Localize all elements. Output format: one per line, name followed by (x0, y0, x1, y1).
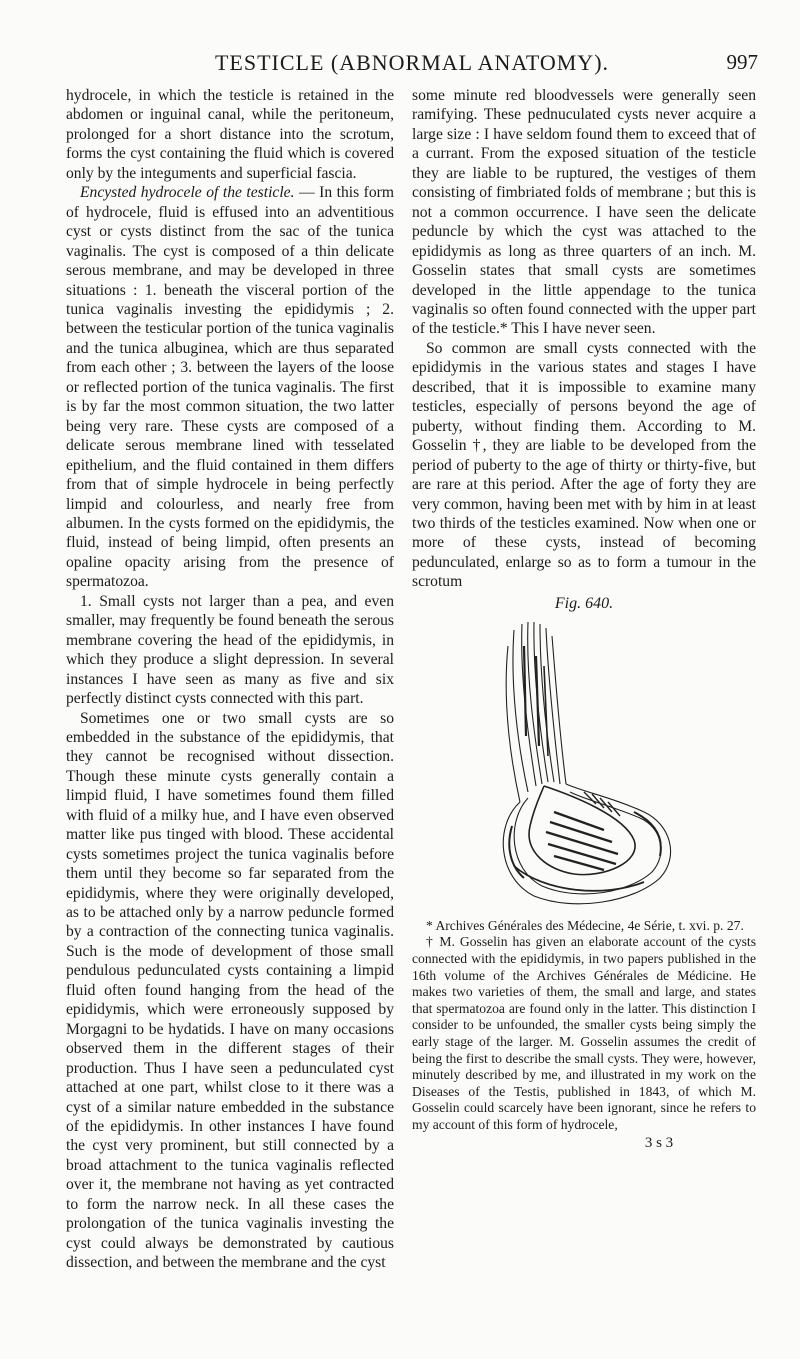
paragraph-encysted-hydrocele (66, 183, 394, 592)
section-heading: Encysted hydrocele of the testicle. (80, 184, 295, 202)
running-head: TESTICLE (ABNORMAL ANATOMY). (214, 50, 610, 75)
paragraph-text: — In this form of hydrocele, fluid is effused into an adventitious cyst or cysts distinct from the sac of the tunica vaginalis. The cyst is composed of a thin delicate serous membrane, and may be developed in three situations : 1. beneath the visceral portion of the tunica vaginalis investing the epididymis ; 2. between the testicular portion of the tunica vaginalis and the tunica albuginea, which are thus separated from each other ; 3. between the layers of the loose or reflected portion of the tunica vaginalis. The first is by far the most common situation, the two latter being very rare. These cysts are composed of a delicate serous membrane lined with tesselated epithelium, and the fluid contained in them differs from that of simple hydrocele in being perfectly limpid and colourless, and nearly free from albumen. In the cysts formed on the epididymis, the fluid, instead of being limpid, often presents an opaline opacity arising from the presence of spermatozoa. (66, 184, 394, 591)
footnote: † M. Gosselin has given an elaborate account of the cysts connected with the epididymis, in two papers published in the 16th volume of the Archives Générales de Médicine. He makes two varieties of them, the small and large, and states that spermatozoa are found only in the latter. This distinction I consider to be unfounded, the smaller cysts being simply the early stage of the larger. M. Gosselin assumes the credit of being the first to describe the small cysts. They were, however, minutely described by me, and illustrated in my work on the Diseases of the Testis, published in 1843, of which M. Gosselin could scarcely have been ignorant, since he refers to my account of this form of hydrocele, (412, 934, 756, 1132)
page-number: 997 (726, 50, 758, 74)
figure-caption: Fig. 640. (554, 594, 614, 612)
footnote: * Archives Générales des Médecine, 4e Série, t. xvi. p. 27. (426, 917, 744, 933)
paragraph: some minute red bloodvessels were generally seen ramifying. These pednuculated cysts never acquire a large size : I have seldom found them to exceed that of a currant. From the exposed situation of the testicle they are liable to be ruptured, the vestiges of them consisting of fimbriated folds of membrane ; but this is not a common occurrence. I have seen the delicate peduncle by which the cyst was attached to the epididymis as long as three quarters of an inch. M. Gosselin states that small cysts are sometimes developed in the little appendage to the tunica vaginalis so often found connected with the upper part of the testicle.* This I have never seen. (412, 87, 756, 338)
footnotes (412, 918, 756, 1152)
paragraph: So common are small cysts connected with the epididymis in the various states and stages I have described, that it is impossible to examine many testicles, especially of persons beyond the age of puberty, without finding them. According to M. Gosselin †, they are liable to be developed from the period of puberty to the age of thirty or thirty-five, but are rare at this period. After the age of forty they are very common, having been met with by him in at least two thirds of the testicles examined. Now when one or more of these cysts, instead of becoming pedunculated, enlarge so as to form a tumour in the scrotum (412, 339, 756, 591)
paragraph: hydrocele, in which the testicle is retained in the abdomen or inguinal canal, while the peritoneum, prolonged for a short distance into the scrotum, forms the cyst containing the fluid which is covered only by the integuments and superficial fascia. (66, 87, 394, 182)
page-header (66, 50, 758, 80)
paragraph: Sometimes one or two small cysts are so embedded in the substance of the epididymis, that they cannot be recognised without dissection. Though these minute cysts generally contain a limpid fluid, I have sometimes found them filled with fluid of a milky hue, and I have even observed matter like pus tinged with blood. These accidental cysts sometimes project the tunica vaginalis before them until they become so far separated from the epididymis, where they were originally developed, as to be attached only by a narrow peduncle formed by a contraction of the connecting tunica vaginalis. Such is the mode of development of those small pendulous pedunculated cysts containing a limpid fluid often found hanging from the head of the epididymis, which were erroneously supposed by Morgagni to be hydatids. I have on many occasions observed them in the different stages of their production. Thus I have seen a pedunculated cyst attached at one part, whilst close to it there was a cyst of a similar nature embedded in the substance of the epididymis. In other instances I have found the cyst very prominent, but still connected by a broad attachment to the tunica vaginalis reflected over it, the membrane not having as yet contracted to form the narrow neck. In all these cases the prolongation of the tunica vaginalis investing the cyst could always be demonstrated by cautious dissection, and between the membrane and the cyst (66, 709, 394, 1272)
right-column (412, 86, 756, 1152)
paragraph: 1. Small cysts not larger than a pea, and even smaller, may frequently be found beneath the serous membrane covering the head of the epididymis, in which they produce a slight depression. In several instances I have seen as many as five and six perfectly distinct cysts connected with this part. (66, 592, 394, 708)
figure-640 (412, 594, 756, 908)
left-column (66, 86, 394, 1273)
signature-mark: 3 s 3 (644, 1134, 674, 1151)
testicle-cyst-engraving-icon (484, 616, 684, 908)
